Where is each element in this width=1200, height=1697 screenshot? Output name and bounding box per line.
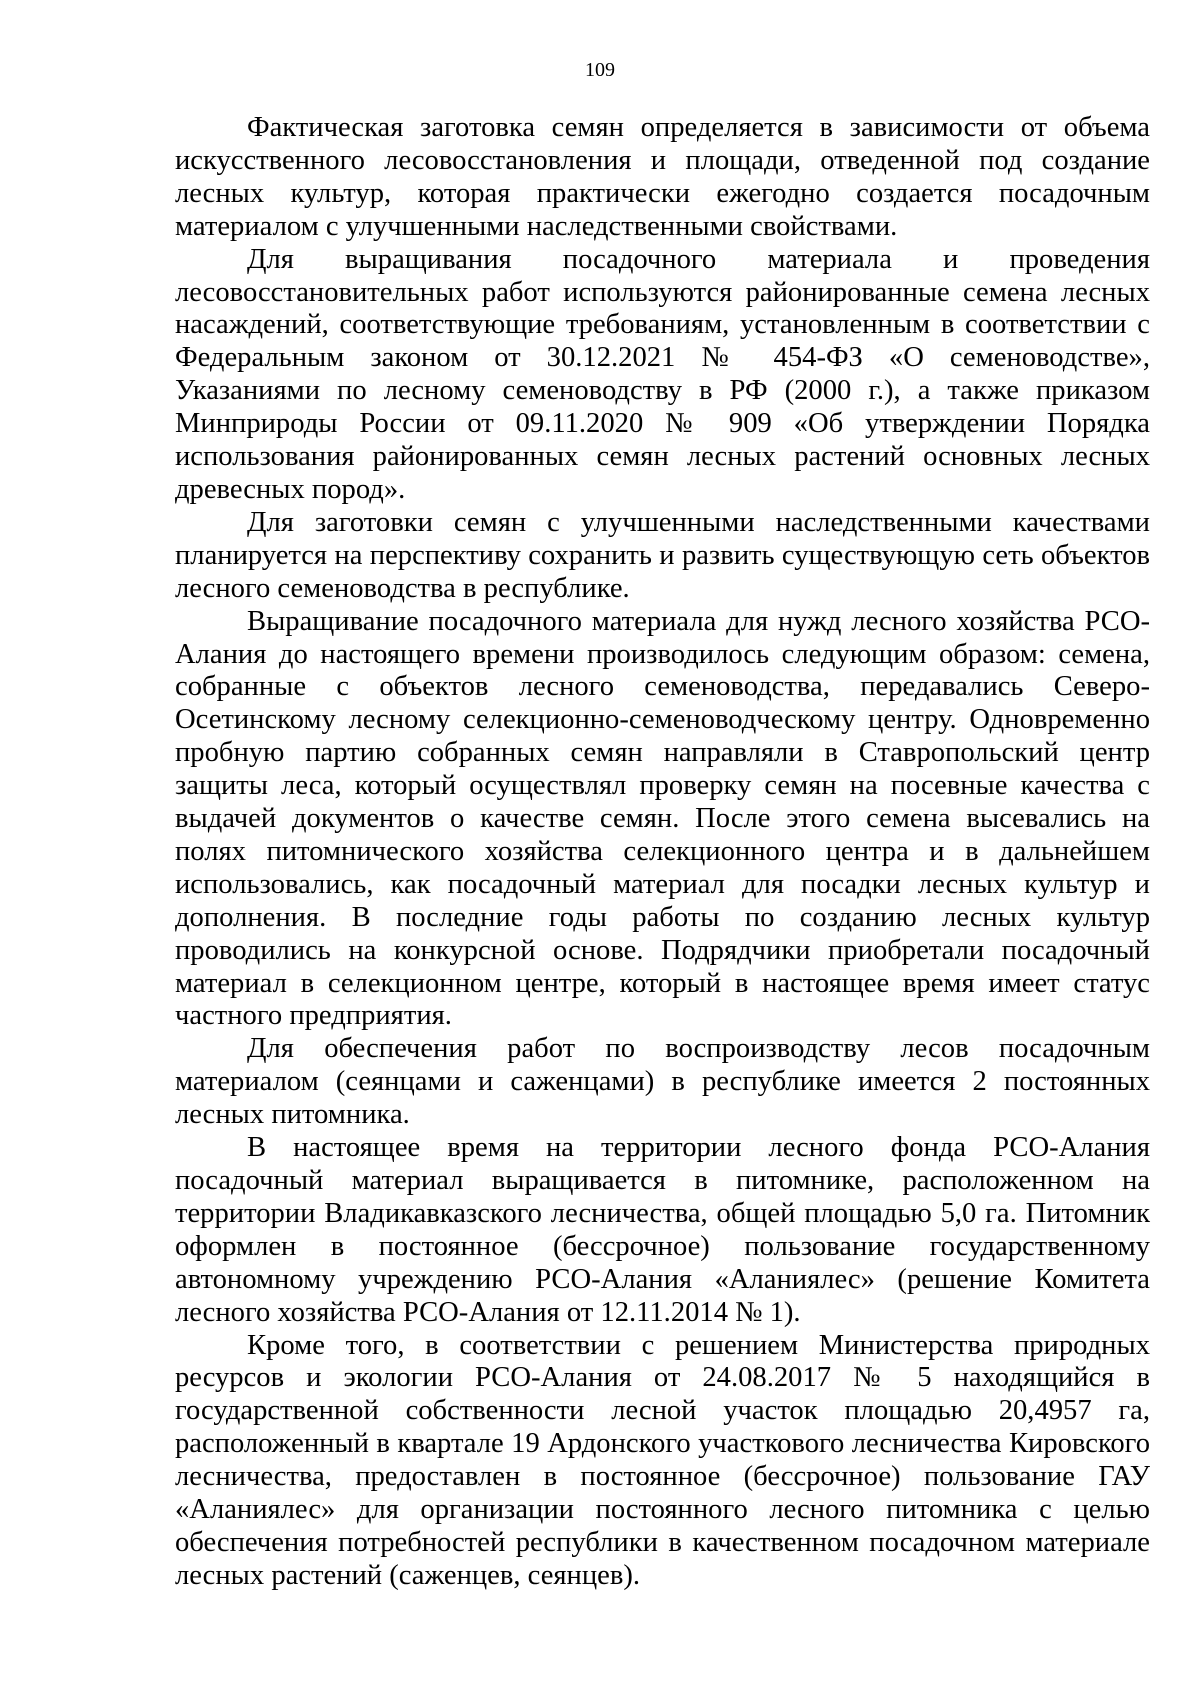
body-text <box>175 112 1150 1593</box>
paragraph-seed-network: Для заготовки семян с улучшенными наследственными качествами планируется на перспективу сохранить и развить существующую сеть объектов лесного семеноводства в республике. <box>175 506 1150 604</box>
paragraph-zoned-seeds: Для выращивания посадочного материала и проведения лесовосстановительных работ используются районированные семена лесных насаждений, соответствующие требованиям, установленным в соответствии с Федеральным законом от 30.12.2021 № 454-ФЗ «О семеноводстве», Указаниями по лесному семеноводству в РФ (2000 г.), а также приказом Минприроды России от 09.11.2020 № 909 «Об утверждении Порядка использования районированных семян лесных растений основных лесных древесных пород». <box>175 243 1150 505</box>
paragraph-ardon-nursery: Кроме того, в соответствии с решением Министерства природных ресурсов и экологии РСО-Алания от 24.08.2017 № 5 находящийся в государственной собственности лесной участок площадью 20,4957 га, расположенный в квартале 19 Ардонского участкового лесничества Кировского лесничества, предоставлен в постоянное (бессрочное) пользование ГАУ «Аланиялес» для организации постоянного лесного питомника с целью обеспечения потребностей республики в качественном посадочном материале лесных растений (саженцев, сеянцев). <box>175 1329 1150 1591</box>
paragraph-planting-material-history: Выращивание посадочного материала для нужд лесного хозяйства РСО-Алания до настоящего времени производилось следующим образом: семена, собранные с объектов лесного семеноводства, передавались Северо-Осетинскому лесному селекционно-семеноводческому центру. Одновременно пробную партию собранных семян направляли в Ставропольский центр защиты леса, который осуществлял проверку семян на посевные качества с выдачей документов о качестве семян. После этого семена высевались на полях питомнического хозяйства селекционного центра и в дальнейшем использовались, как посадочный материал для посадки лесных культур и дополнения. В последние годы работы по созданию лесных культур проводились на конкурсной основе. Подрядчики приобретали посадочный материал в селекционном центре, который в настоящее время имеет статус частного предприятия. <box>175 605 1150 1032</box>
paragraph-seed-harvesting: Фактическая заготовка семян определяется в зависимости от объема искусственного лесовосстановления и площади, отведенной под создание лесных культур, которая практически ежегодно создается посадочным материалом с улучшенными наследственными свойствами. <box>175 112 1150 242</box>
page-number: 109 <box>585 59 615 81</box>
paragraph-vladikavkaz-nursery: В настоящее время на территории лесного фонда РСО-Алания посадочный материал выращивается в питомнике, расположенном на территории Владикавказского лесничества, общей площадью 5,0 га. Питомник оформлен в постоянное (бессрочное) пользование государственному автономному учреждению РСО-Алания «Аланиялес» (решение Комитета лесного хозяйства РСО-Алания от 12.11.2014 № 1). <box>175 1132 1150 1328</box>
paragraph-nurseries-count: Для обеспечения работ по воспроизводству лесов посадочным материалом (сеянцами и саженцами) в республике имеется 2 постоянных лесных питомника. <box>175 1033 1150 1131</box>
